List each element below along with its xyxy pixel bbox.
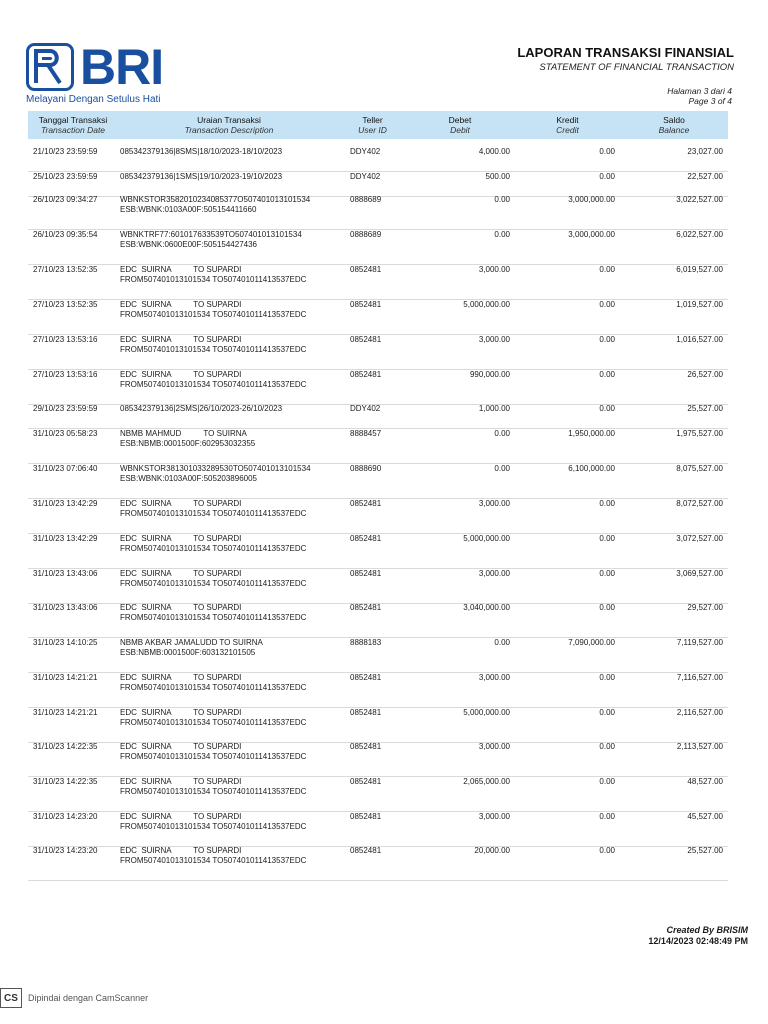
column-label: Kredit bbox=[556, 115, 579, 125]
transaction-description bbox=[118, 404, 340, 414]
debit-amount: 3,000.00 bbox=[478, 499, 510, 508]
teller-id: 0852481 bbox=[350, 569, 382, 578]
credit-amount: 0.00 bbox=[599, 534, 615, 543]
debit-amount: 3,040,000.00 bbox=[463, 603, 510, 612]
debit-amount: 5,000,000.00 bbox=[463, 708, 510, 717]
table-row bbox=[28, 742, 728, 777]
description-line: 085342379136|2SMS|26/10/2023-26/10/2023 bbox=[120, 404, 283, 413]
transaction-date: 31/10/23 14:22:35 bbox=[33, 777, 98, 786]
description-line: EDC SUIRNA TO SUPARDI bbox=[120, 265, 242, 274]
column-header-debit bbox=[405, 111, 515, 139]
description-line: FROM507401013101534 TO507401011413537EDC bbox=[120, 275, 307, 284]
teller-id: 0852481 bbox=[350, 742, 382, 751]
description-line: NBMB AKBAR JAMALUDD TO SUIRNA bbox=[120, 638, 263, 647]
teller-id: DDY402 bbox=[350, 404, 381, 413]
debit-amount: 1,000.00 bbox=[478, 404, 510, 413]
debit-amount: 0.00 bbox=[494, 230, 510, 239]
description-line: EDC SUIRNA TO SUPARDI bbox=[120, 846, 242, 855]
description-line: EDC SUIRNA TO SUPARDI bbox=[120, 370, 242, 379]
transaction-date: 31/10/23 14:21:21 bbox=[33, 708, 98, 717]
transaction-description bbox=[118, 777, 340, 797]
description-line: FROM507401013101534 TO507401011413537EDC bbox=[120, 544, 307, 553]
transaction-date: 26/10/23 09:34:27 bbox=[33, 195, 98, 204]
teller-id: 0852481 bbox=[350, 846, 382, 855]
transaction-date: 31/10/23 13:43:06 bbox=[33, 603, 98, 612]
transaction-description bbox=[118, 335, 340, 355]
transaction-date: 21/10/23 23:59:59 bbox=[33, 147, 98, 156]
description-line: EDC SUIRNA TO SUPARDI bbox=[120, 673, 242, 682]
transaction-description bbox=[118, 300, 340, 320]
credit-amount: 0.00 bbox=[599, 846, 615, 855]
teller-id: 0852481 bbox=[350, 335, 382, 344]
transaction-description bbox=[118, 195, 340, 215]
credit-amount: 0.00 bbox=[599, 673, 615, 682]
column-header-credit bbox=[515, 111, 620, 139]
table-row bbox=[28, 404, 728, 429]
transaction-table bbox=[28, 111, 728, 865]
debit-amount: 5,000,000.00 bbox=[463, 534, 510, 543]
debit-amount: 20,000.00 bbox=[474, 846, 510, 855]
table-row bbox=[28, 708, 728, 743]
description-line: FROM507401013101534 TO507401011413537EDC bbox=[120, 787, 307, 796]
balance-amount: 45,527.00 bbox=[687, 812, 723, 821]
credit-amount: 7,090,000.00 bbox=[568, 638, 615, 647]
page-indicator bbox=[667, 86, 732, 106]
transaction-description bbox=[118, 230, 340, 250]
created-by-block bbox=[648, 925, 748, 947]
transaction-date: 31/10/23 07:06:40 bbox=[33, 464, 98, 473]
debit-amount: 3,000.00 bbox=[478, 335, 510, 344]
transaction-description bbox=[118, 370, 340, 390]
debit-amount: 3,000.00 bbox=[478, 812, 510, 821]
report-title: LAPORAN TRANSAKSI FINANSIAL bbox=[517, 45, 734, 60]
teller-id: 0888689 bbox=[350, 230, 382, 239]
description-line: FROM507401013101534 TO507401011413537EDC bbox=[120, 683, 307, 692]
column-label-en: Balance bbox=[658, 125, 690, 135]
table-row bbox=[28, 300, 728, 335]
table-row bbox=[28, 603, 728, 638]
debit-amount: 0.00 bbox=[494, 464, 510, 473]
description-line: WBNKSTOR3582010234085377O507401013101534 bbox=[120, 195, 311, 204]
balance-amount: 3,069,527.00 bbox=[676, 569, 723, 578]
table-row bbox=[28, 846, 728, 881]
debit-amount: 4,000.00 bbox=[478, 147, 510, 156]
table-row bbox=[28, 265, 728, 300]
credit-amount: 0.00 bbox=[599, 569, 615, 578]
description-line: EDC SUIRNA TO SUPARDI bbox=[120, 534, 242, 543]
credit-amount: 0.00 bbox=[599, 603, 615, 612]
description-line: FROM507401013101534 TO507401011413537EDC bbox=[120, 345, 307, 354]
table-row bbox=[28, 429, 728, 464]
credit-amount: 0.00 bbox=[599, 335, 615, 344]
credit-amount: 6,100,000.00 bbox=[568, 464, 615, 473]
credit-amount: 0.00 bbox=[599, 708, 615, 717]
column-label-en: Credit bbox=[556, 125, 579, 135]
description-line: 085342379136|8SMS|18/10/2023-18/10/2023 bbox=[120, 147, 283, 156]
balance-amount: 48,527.00 bbox=[687, 777, 723, 786]
balance-amount: 1,019,527.00 bbox=[676, 300, 723, 309]
teller-id: 0852481 bbox=[350, 673, 382, 682]
balance-amount: 8,072,527.00 bbox=[676, 499, 723, 508]
teller-id: 0852481 bbox=[350, 534, 382, 543]
debit-amount: 3,000.00 bbox=[478, 569, 510, 578]
transaction-date: 27/10/23 13:52:35 bbox=[33, 300, 98, 309]
transaction-date: 31/10/23 14:23:20 bbox=[33, 812, 98, 821]
debit-amount: 2,065,000.00 bbox=[463, 777, 510, 786]
table-row bbox=[28, 638, 728, 673]
column-label: Saldo bbox=[663, 115, 685, 125]
column-header-date bbox=[28, 111, 118, 139]
credit-amount: 1,950,000.00 bbox=[568, 429, 615, 438]
bri-logo bbox=[26, 39, 164, 95]
description-line: FROM507401013101534 TO507401011413537EDC bbox=[120, 822, 307, 831]
column-label: Uraian Transaksi bbox=[197, 115, 261, 125]
transaction-description bbox=[118, 569, 340, 589]
created-timestamp: 12/14/2023 02:48:49 PM bbox=[648, 936, 748, 946]
description-line: EDC SUIRNA TO SUPARDI bbox=[120, 499, 242, 508]
transaction-description bbox=[118, 742, 340, 762]
transaction-description bbox=[118, 812, 340, 832]
table-header bbox=[28, 111, 728, 139]
description-line: EDC SUIRNA TO SUPARDI bbox=[120, 777, 242, 786]
description-line: WBNKTRF77:601017633539TO507401013101534 bbox=[120, 230, 302, 239]
column-label: Teller bbox=[362, 115, 383, 125]
transaction-description bbox=[118, 499, 340, 519]
transaction-date: 29/10/23 23:59:59 bbox=[33, 404, 98, 413]
camscanner-label: Dipindai dengan CamScanner bbox=[28, 993, 149, 1003]
teller-id: 0852481 bbox=[350, 777, 382, 786]
description-line: ESB:NBMB:0001500F:603132101505 bbox=[120, 648, 256, 657]
transaction-date: 31/10/23 14:10:25 bbox=[33, 638, 98, 647]
credit-amount: 0.00 bbox=[599, 172, 615, 181]
teller-id: DDY402 bbox=[350, 172, 381, 181]
column-label: Debet bbox=[448, 115, 472, 125]
debit-amount: 990,000.00 bbox=[469, 370, 510, 379]
table-row bbox=[28, 499, 728, 534]
column-label-en: Transaction Description bbox=[184, 125, 274, 135]
transaction-date: 31/10/23 05:58:23 bbox=[33, 429, 98, 438]
teller-id: 8888457 bbox=[350, 429, 382, 438]
description-line: ESB:WBNK:0600E00F:505154427436 bbox=[120, 240, 257, 249]
column-header-description bbox=[118, 111, 340, 139]
transaction-description bbox=[118, 638, 340, 658]
transaction-date: 26/10/23 09:35:54 bbox=[33, 230, 98, 239]
description-line: FROM507401013101534 TO507401011413537EDC bbox=[120, 579, 307, 588]
balance-amount: 2,113,527.00 bbox=[676, 742, 723, 751]
brand-name: BRI bbox=[80, 39, 164, 95]
balance-amount: 22,527.00 bbox=[687, 172, 723, 181]
description-line: ESB:NBMB:0001500F:602953032355 bbox=[120, 439, 256, 448]
description-line: EDC SUIRNA TO SUPARDI bbox=[120, 569, 242, 578]
description-line: FROM507401013101534 TO507401011413537EDC bbox=[120, 380, 307, 389]
debit-amount: 3,000.00 bbox=[478, 742, 510, 751]
transaction-date: 31/10/23 14:23:20 bbox=[33, 846, 98, 855]
transaction-description bbox=[118, 429, 340, 449]
transaction-description bbox=[118, 673, 340, 693]
table-row bbox=[28, 464, 728, 499]
transaction-date: 31/10/23 14:22:35 bbox=[33, 742, 98, 751]
column-label-en: User ID bbox=[358, 125, 387, 135]
description-line: FROM507401013101534 TO507401011413537EDC bbox=[120, 613, 307, 622]
teller-id: 0888689 bbox=[350, 195, 382, 204]
description-line: EDC SUIRNA TO SUPARDI bbox=[120, 603, 242, 612]
transaction-description bbox=[118, 265, 340, 285]
description-line: EDC SUIRNA TO SUPARDI bbox=[120, 742, 242, 751]
credit-amount: 3,000,000.00 bbox=[568, 230, 615, 239]
teller-id: 0852481 bbox=[350, 603, 382, 612]
balance-amount: 7,119,527.00 bbox=[676, 638, 723, 647]
table-row bbox=[28, 777, 728, 812]
credit-amount: 0.00 bbox=[599, 777, 615, 786]
description-line: ESB:WBNK:0103A00F:505154411660 bbox=[120, 205, 257, 214]
transaction-date: 27/10/23 13:52:35 bbox=[33, 265, 98, 274]
credit-amount: 0.00 bbox=[599, 404, 615, 413]
transaction-date: 31/10/23 13:42:29 bbox=[33, 534, 98, 543]
debit-amount: 5,000,000.00 bbox=[463, 300, 510, 309]
transaction-date: 31/10/23 13:43:06 bbox=[33, 569, 98, 578]
created-by: Created By BRISIM bbox=[666, 925, 748, 935]
camscanner-icon: CS bbox=[0, 988, 22, 1008]
transaction-description bbox=[118, 534, 340, 554]
table-row bbox=[28, 370, 728, 405]
balance-amount: 29,527.00 bbox=[687, 603, 723, 612]
description-line: EDC SUIRNA TO SUPARDI bbox=[120, 708, 242, 717]
balance-amount: 1,975,527.00 bbox=[676, 429, 723, 438]
credit-amount: 0.00 bbox=[599, 370, 615, 379]
description-line: EDC SUIRNA TO SUPARDI bbox=[120, 300, 242, 309]
transaction-date: 31/10/23 14:21:21 bbox=[33, 673, 98, 682]
teller-id: 8888183 bbox=[350, 638, 382, 647]
credit-amount: 0.00 bbox=[599, 499, 615, 508]
teller-id: 0852481 bbox=[350, 370, 382, 379]
teller-id: 0852481 bbox=[350, 499, 382, 508]
transaction-description bbox=[118, 603, 340, 623]
balance-amount: 3,022,527.00 bbox=[676, 195, 723, 204]
description-line: 085342379136|1SMS|19/10/2023-19/10/2023 bbox=[120, 172, 283, 181]
transaction-description bbox=[118, 172, 340, 182]
page-indicator-en: Page 3 of 4 bbox=[688, 96, 732, 106]
table-row bbox=[28, 230, 728, 265]
credit-amount: 0.00 bbox=[599, 812, 615, 821]
bri-logo-mark-icon bbox=[26, 43, 74, 91]
table-row bbox=[28, 812, 728, 847]
debit-amount: 3,000.00 bbox=[478, 673, 510, 682]
description-line: NBMB MAHMUD TO SUIRNA bbox=[120, 429, 247, 438]
teller-id: 0852481 bbox=[350, 812, 382, 821]
balance-amount: 7,116,527.00 bbox=[676, 673, 723, 682]
description-line: FROM507401013101534 TO507401011413537EDC bbox=[120, 509, 307, 518]
balance-amount: 25,527.00 bbox=[687, 846, 723, 855]
balance-amount: 23,027.00 bbox=[687, 147, 723, 156]
balance-amount: 6,019,527.00 bbox=[676, 265, 723, 274]
balance-amount: 26,527.00 bbox=[687, 370, 723, 379]
teller-id: DDY402 bbox=[350, 147, 381, 156]
column-header-balance bbox=[620, 111, 728, 139]
table-row bbox=[28, 147, 728, 172]
debit-amount: 500.00 bbox=[485, 172, 510, 181]
description-line: EDC SUIRNA TO SUPARDI bbox=[120, 335, 242, 344]
table-row bbox=[28, 534, 728, 569]
column-label-en: Debit bbox=[450, 125, 470, 135]
credit-amount: 0.00 bbox=[599, 300, 615, 309]
brand-tagline: Melayani Dengan Setulus Hati bbox=[26, 94, 161, 105]
description-line: FROM507401013101534 TO507401011413537EDC bbox=[120, 310, 307, 319]
description-line: ESB:WBNK:0103A00F:505203896005 bbox=[120, 474, 257, 483]
transaction-description bbox=[118, 846, 340, 866]
balance-amount: 8,075,527.00 bbox=[676, 464, 723, 473]
table-row bbox=[28, 335, 728, 370]
balance-amount: 3,072,527.00 bbox=[676, 534, 723, 543]
camscanner-watermark bbox=[0, 988, 148, 1008]
balance-amount: 25,527.00 bbox=[687, 404, 723, 413]
description-line: FROM507401013101534 TO507401011413537EDC bbox=[120, 718, 307, 727]
transaction-description bbox=[118, 464, 340, 484]
table-row bbox=[28, 172, 728, 197]
table-row bbox=[28, 569, 728, 604]
transaction-date: 27/10/23 13:53:16 bbox=[33, 335, 98, 344]
balance-amount: 6,022,527.00 bbox=[676, 230, 723, 239]
transaction-description bbox=[118, 708, 340, 728]
debit-amount: 0.00 bbox=[494, 195, 510, 204]
debit-amount: 3,000.00 bbox=[478, 265, 510, 274]
column-label: Tanggal Transaksi bbox=[38, 115, 108, 125]
teller-id: 0852481 bbox=[350, 265, 382, 274]
credit-amount: 3,000,000.00 bbox=[568, 195, 615, 204]
transaction-description bbox=[118, 147, 340, 157]
balance-amount: 1,016,527.00 bbox=[676, 335, 723, 344]
report-subtitle: STATEMENT OF FINANCIAL TRANSACTION bbox=[539, 62, 734, 73]
debit-amount: 0.00 bbox=[494, 429, 510, 438]
column-header-teller bbox=[340, 111, 405, 139]
teller-id: 0852481 bbox=[350, 708, 382, 717]
description-line: FROM507401013101534 TO507401011413537EDC bbox=[120, 856, 307, 865]
page-indicator-id: Halaman 3 dari 4 bbox=[667, 86, 732, 96]
description-line: WBNKSTOR381301033289530TO507401013101534 bbox=[120, 464, 311, 473]
transaction-date: 31/10/23 13:42:29 bbox=[33, 499, 98, 508]
description-line: FROM507401013101534 TO507401011413537EDC bbox=[120, 752, 307, 761]
teller-id: 0888690 bbox=[350, 464, 382, 473]
credit-amount: 0.00 bbox=[599, 742, 615, 751]
table-row bbox=[28, 195, 728, 230]
description-line: EDC SUIRNA TO SUPARDI bbox=[120, 812, 242, 821]
transaction-date: 25/10/23 23:59:59 bbox=[33, 172, 98, 181]
balance-amount: 2,116,527.00 bbox=[676, 708, 723, 717]
transaction-date: 27/10/23 13:53:16 bbox=[33, 370, 98, 379]
debit-amount: 0.00 bbox=[494, 638, 510, 647]
credit-amount: 0.00 bbox=[599, 265, 615, 274]
teller-id: 0852481 bbox=[350, 300, 382, 309]
credit-amount: 0.00 bbox=[599, 147, 615, 156]
column-label-en: Transaction Date bbox=[40, 125, 106, 135]
table-row bbox=[28, 673, 728, 708]
